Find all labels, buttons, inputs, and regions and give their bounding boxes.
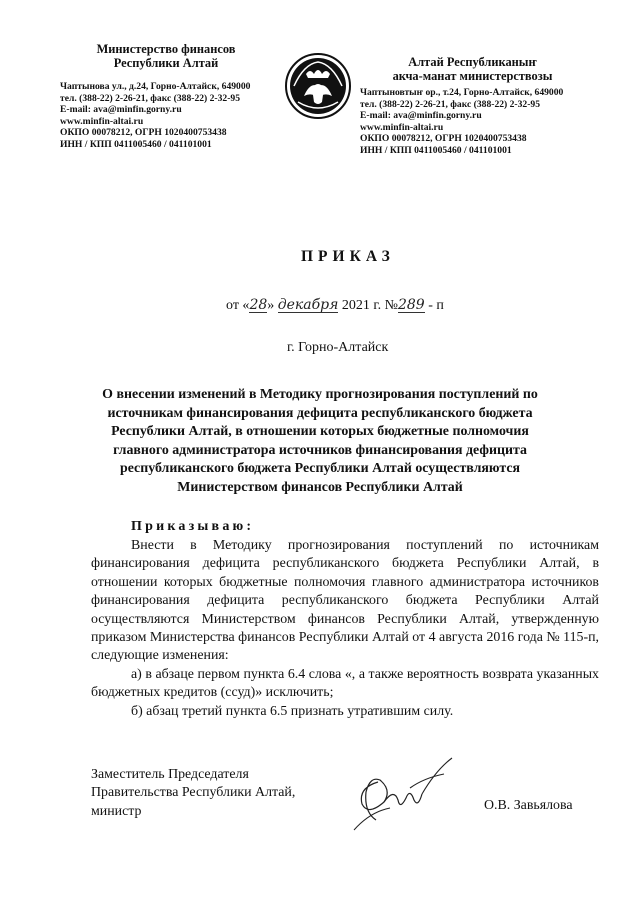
header-left-title-line2: Республики Алтай	[113, 56, 219, 70]
order-month-handwritten: декабря	[277, 297, 339, 313]
city: г. Горно-Алтайск	[287, 340, 389, 355]
header-left-inn: ИНН / КПП 0411005460 / 041101001	[60, 138, 212, 150]
coat-of-arms-emblem	[284, 52, 352, 120]
header-right-website: www.minfin-altai.ru	[360, 121, 444, 133]
header-right-inn: ИНН / КПП 0411005460 / 041101001	[360, 144, 512, 156]
handwritten-signature	[340, 752, 460, 834]
order-date-number	[226, 298, 444, 314]
header-left-title-line1: Министерство финансов	[96, 42, 236, 56]
signatory-position	[91, 766, 295, 821]
header-left-address: Чаптынова ул., д.24, Горно-Алтайск, 649000	[60, 81, 251, 92]
order-suffix: - п	[424, 298, 444, 313]
body-paragraph: а) в абзаце первом пункта 6.4 слова «, а также вероятность возврата указанных бюджетных кредитов (ссуд)» исключить;	[91, 666, 599, 701]
header-left-website: www.minfin-altai.ru	[60, 115, 144, 127]
header-right-address: Чаптыновтыҥ ор., т.24, Горно-Алтайск, 649000	[360, 87, 564, 98]
document-body	[91, 537, 599, 721]
body-paragraph: Внести в Методику прогнозирования поступлений по источникам финансирования дефицита республиканского бюджета Республики Алтай, в отношении которых бюджетные полномочия главного администратора источников финансирования дефицита республиканского бюджета Республики Алтай осуществляются Министерством финансов Республики Алтай, утвержденную приказом Министерства финансов Республики Алтай от 4 августа 2016 года № 115-п, следующие изменения:	[91, 538, 599, 664]
directive-heading: Приказываю:	[131, 519, 255, 534]
document-title: О внесении изменений в Методику прогнозирования поступлений по источникам финансирования дефицита республиканского бюджета Республики Алтай, в отношении которых бюджетные полномочия главного администратора источников финансирования дефицита республиканского бюджета Республики Алтай осуществляются Министерством финансов Республики Алтай	[102, 387, 538, 495]
order-year: 2021 г. №	[338, 298, 398, 313]
signatory-name: О.В. Завьялова	[484, 798, 573, 813]
position-line: Заместитель Председателя	[91, 767, 249, 782]
header-left-email: E-mail: ava@minfin.gorny.ru	[60, 104, 182, 116]
header-right-title-line2: акча-манат министерствозы	[392, 69, 553, 83]
header-left-title	[60, 42, 272, 70]
position-line: Правительства Республики Алтай,	[91, 785, 296, 801]
header-right-email: E-mail: ava@minfin.gorny.ru	[360, 110, 482, 122]
order-mid: »	[267, 298, 278, 313]
header-left-okpo: ОКПО 00078212, ОГРН 1020400753438	[60, 127, 227, 139]
order-day-handwritten: 28	[249, 297, 268, 313]
header-right-okpo: ОКПО 00078212, ОГРН 1020400753438	[360, 133, 527, 145]
order-number-handwritten: 289	[397, 297, 425, 313]
header-right-title-line1: Алтай Республиканыҥ	[408, 55, 537, 69]
header-left-ministry	[60, 42, 272, 151]
header-right-ministry	[360, 55, 585, 157]
body-paragraph: б) абзац третий пункта 6.5 признать утратившим силу.	[131, 703, 454, 719]
header-right-phone: тел. (388-22) 2-26-21, факс (388-22) 2-32-95	[360, 98, 541, 110]
header-right-title	[360, 55, 585, 83]
document-type-text: ПРИКАЗ	[301, 248, 395, 265]
header-left-phone: тел. (388-22) 2-26-21, факс (388-22) 2-32-95	[60, 92, 241, 104]
order-prefix: от «	[226, 298, 250, 313]
position-line: министр	[91, 803, 142, 819]
